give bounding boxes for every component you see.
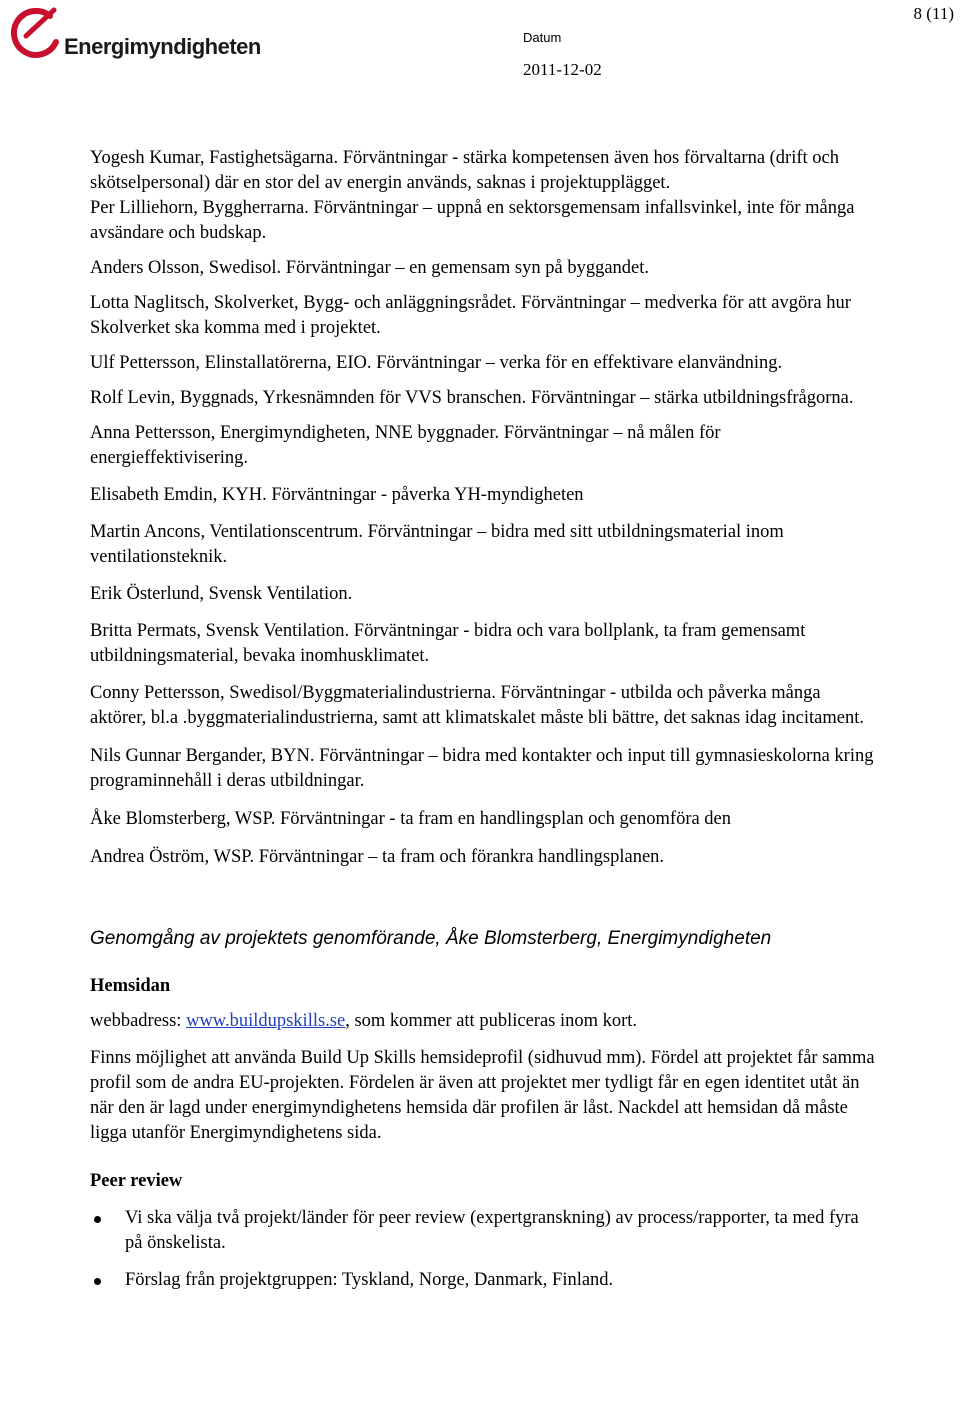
bullet-icon — [94, 1216, 101, 1223]
paragraph: Nils Gunnar Bergander, BYN. Förväntningar – bidra med kontakter och input till gymnasieskolorna kring programinnehåll i deras utbildningar. — [90, 746, 874, 791]
list-item-text: Vi ska välja två projekt/länder för peer review (expertgranskning) av process/rapporter, ta med fyra på önskelista. — [125, 1208, 859, 1253]
energimyndigheten-logo — [6, 6, 261, 59]
web-address-suffix: , som kommer att publiceras inom kort. — [345, 1011, 638, 1031]
list-item — [90, 1206, 880, 1256]
heading-peer-review: Peer review — [90, 1171, 183, 1191]
document-body — [90, 146, 880, 1305]
bullet-icon — [94, 1278, 101, 1285]
web-address-line — [90, 1009, 880, 1034]
logo-mark-icon — [6, 6, 62, 58]
paragraph: Rolf Levin, Byggnads, Yrkesnämnden för VVS branschen. Förväntningar – stärka utbildningsfrågorna. — [90, 388, 854, 408]
list-item — [90, 1268, 880, 1293]
paragraph: Per Lilliehorn, Byggherrarna. Förväntningar – uppnå en sektorsgemensam infallsvinkel, inte för många avsändare och budskap. — [90, 198, 855, 243]
heading-hemsidan: Hemsidan — [90, 976, 171, 996]
paragraph: Lotta Naglitsch, Skolverket, Bygg- och anläggningsrådet. Förväntningar – medverka för att avgöra hur Skolverket ska komma med i projektet. — [90, 293, 851, 338]
paragraph: Andrea Öström, WSP. Förväntningar – ta fram och förankra handlingsplanen. — [90, 847, 665, 867]
paragraph: Elisabeth Emdin, KYH. Förväntningar - påverka YH-myndigheten — [90, 485, 584, 505]
peer-review-list — [90, 1206, 880, 1293]
paragraph: Ulf Pettersson, Elinstallatörerna, EIO. Förväntningar – verka för en effektivare elanvändning. — [90, 353, 783, 373]
website-link[interactable]: www.buildupskills.se — [186, 1011, 346, 1031]
paragraph: Yogesh Kumar, Fastighetsägarna. Förväntningar - stärka kompetensen även hos förvaltarna (drift och skötselpersonal) där en stor del av energin används, saknas i projektupplägget. — [90, 148, 839, 193]
paragraph: Åke Blomsterberg, WSP. Förväntningar - ta fram en handlingsplan och genomföra den — [90, 809, 732, 829]
list-item-text: Förslag från projektgruppen: Tyskland, Norge, Danmark, Finland. — [125, 1270, 614, 1290]
paragraph: Erik Österlund, Svensk Ventilation. — [90, 584, 353, 604]
paragraph: Martin Ancons, Ventilationscentrum. Förväntningar – bidra med sitt utbildningsmaterial inom ventilationsteknik. — [90, 522, 784, 567]
paragraph: Britta Permats, Svensk Ventilation. Förväntningar - bidra och vara bollplank, ta fram gemensamt utbildningsmaterial, bevaka inomhusklimatet. — [90, 621, 806, 666]
paragraph: Anders Olsson, Swedisol. Förväntningar – en gemensam syn på byggandet. — [90, 258, 650, 278]
paragraph: Finns möjlighet att använda Build Up Skills hemsideprofil (sidhuvud mm). Fördel att projektet får samma profil som de andra EU-projekten. Fördelen är även att projektet mer tydligt får en egen identitet utåt än när den är lagd under energimyndighetens hemsida där profilen är låst. Nackdel att hemsidan då måste ligga utanför Energimyndighetens sida. — [90, 1048, 875, 1143]
web-address-prefix: webbadress: — [90, 1011, 187, 1031]
section-title: Genomgång av projektets genomförande, Åke Blomsterberg, Energimyndigheten — [90, 928, 772, 949]
page-number: 8 (11) — [913, 4, 954, 23]
date-label: Datum — [523, 30, 562, 45]
logo-text: Energimyndigheten — [64, 34, 261, 59]
paragraph: Conny Pettersson, Swedisol/Byggmaterialindustrierna. Förväntningar - utbilda och påverka många aktörer, bl.a .byggmaterialindustrierna, samt att klimatskalet måste bli bättre, det saknas idag incitament. — [90, 683, 864, 728]
date-value: 2011-12-02 — [523, 60, 602, 79]
paragraph: Anna Pettersson, Energimyndigheten, NNE byggnader. Förväntningar – nå målen för energieffektivisering. — [90, 423, 721, 468]
